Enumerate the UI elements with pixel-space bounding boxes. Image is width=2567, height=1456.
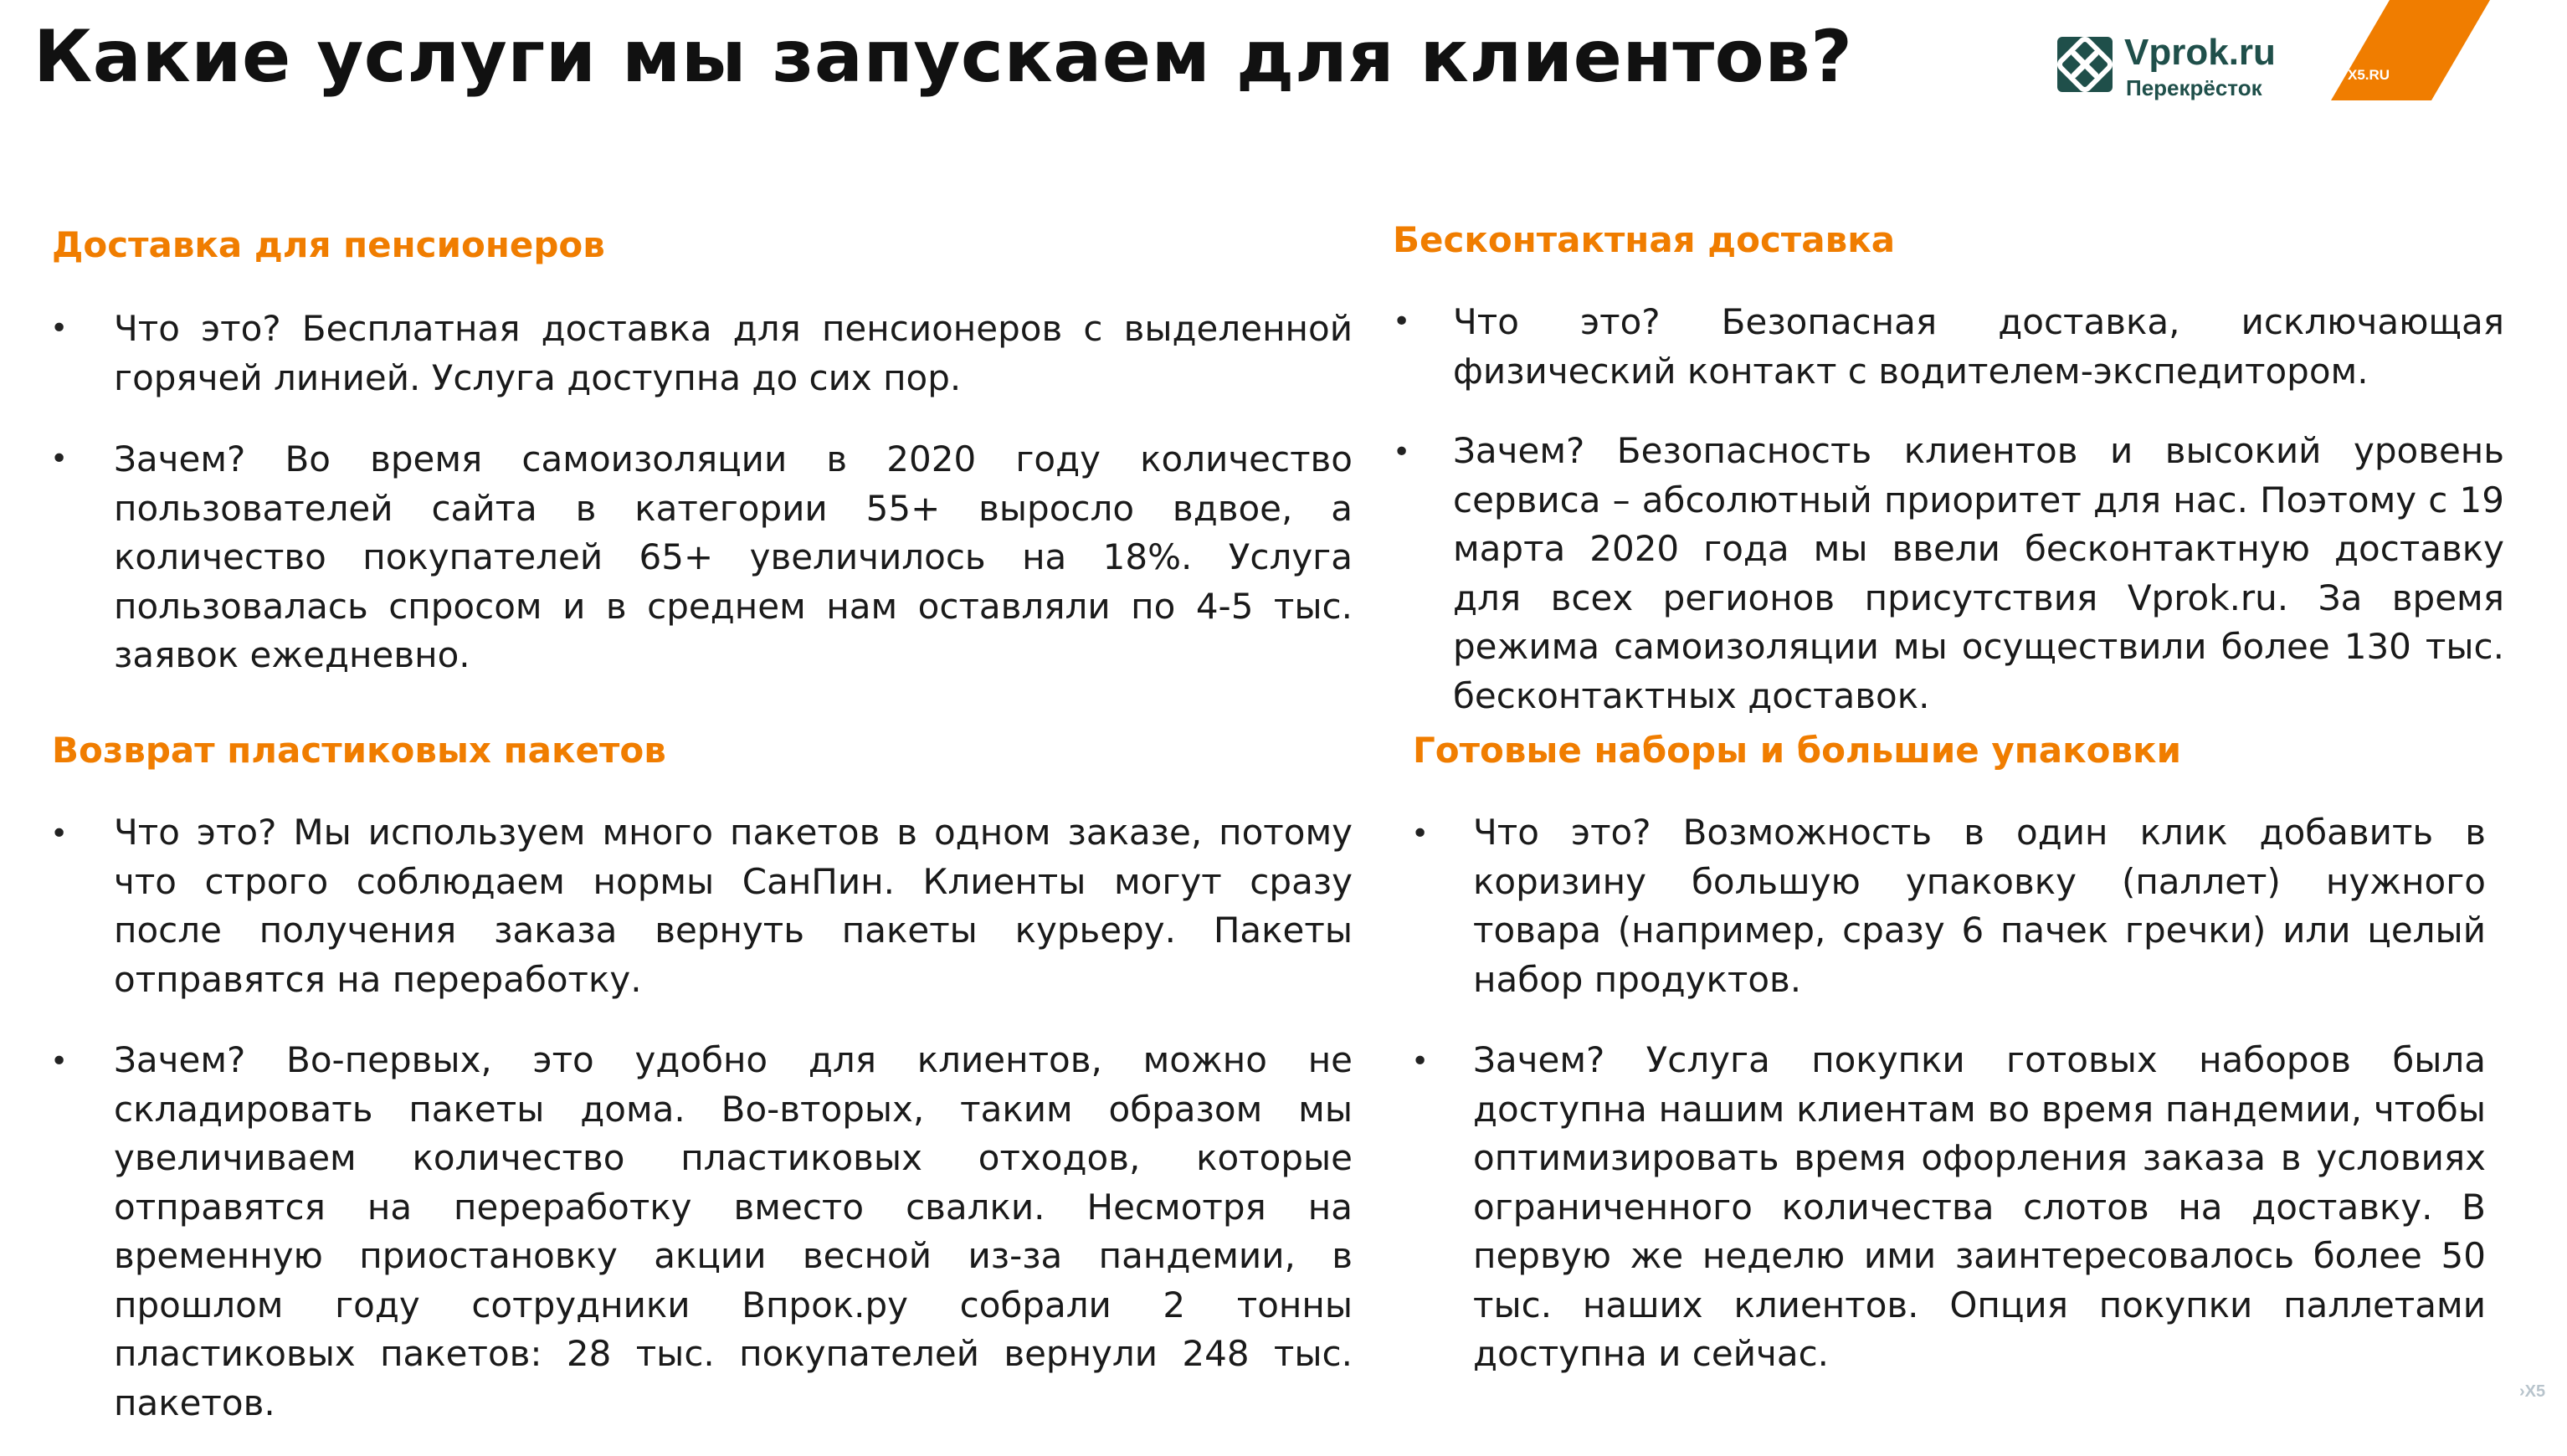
- vprok-logo-icon: [2057, 37, 2113, 92]
- bullet-text: Что это? Безопасная доставка, исключающая физический контакт с водителем-экспедитором.: [1453, 301, 2504, 392]
- bullet-dot-icon: •: [50, 311, 69, 346]
- bullet-text: Зачем? Услуга покупки готовых наборов была доступна нашим клиентам во время пандемии, чтобы оптимизировать время офорления заказа в условиях ограниченного количества слотов на доставку. В первую же неделю ими заинтересовалось более 50 тыс. наших клиентов. Опция покупки паллетами доступна и сейчас.: [1473, 1039, 2486, 1374]
- bullet-dot-icon: •: [1411, 1044, 1430, 1079]
- section-heading: Готовые наборы и большие упаковки: [1413, 730, 2181, 771]
- corner-label: X5.RU: [2348, 67, 2390, 83]
- slide-title: Какие услуги мы запускаем для клиентов?: [33, 15, 1853, 99]
- x5-footer-logo: ›X5: [2519, 1382, 2546, 1401]
- bullet-dot-icon: •: [1393, 305, 1411, 339]
- bullet-text: Что это? Мы используем много пакетов в одном заказе, потому что строго соблюдаем нормы СанПин. Клиенты могут сразу после получения заказа вернуть пакеты курьеру. Пакеты отправятся на переработку.: [114, 812, 1353, 1000]
- section-heading: Возврат пластиковых пакетов: [52, 730, 666, 771]
- corner-ribbon-icon: [2323, 0, 2490, 100]
- bullet-text: Зачем? Во-первых, это удобно для клиентов, можно не складировать пакеты дома. Во-вторых, таким образом мы увеличиваем количество пластиковых отходов, которые отправятся на переработку вместо свалки. Несмотря на временную приостановку акции весной из-за пандемии, в прошлом году сотрудники Впрок.ру собрали 2 тонны пластиковых пакетов: 28 тыс. покупателей вернули 248 тыс. пакетов.: [114, 1039, 1353, 1423]
- logo-subtitle: Перекрёсток: [2126, 75, 2262, 100]
- bullet-dot-icon: •: [50, 442, 69, 476]
- bullet-dot-icon: •: [50, 1044, 69, 1079]
- bullet-text: Что это? Бесплатная доставка для пенсионеров с выделенной горячей линией. Услуга доступна до сих пор.: [114, 308, 1353, 398]
- bullet-text: Зачем? Безопасность клиентов и высокий уровень сервиса – абсолютный приоритет для нас. Поэтому с 19 марта 2020 года мы ввели бесконтактную доставку для всех регионов присутствия Vprok.ru. За время режима самоизоляции мы осуществили более 130 тыс. бесконтактных доставок.: [1453, 430, 2504, 716]
- section-heading: Доставка для пенсионеров: [52, 224, 605, 265]
- vprok-logo: [2057, 32, 2325, 107]
- bullet-text: Что это? Возможность в один клик добавить в коризину большую упаковку (паллет) нужного товара (например, сразу 6 пачек гречки) или целый набор продуктов.: [1473, 812, 2486, 1000]
- section-heading: Бесконтактная доставка: [1393, 219, 1896, 260]
- logo-name: Vprok.ru: [2124, 32, 2276, 73]
- bullet-dot-icon: •: [1411, 817, 1430, 851]
- bullet-text: Зачем? Во время самоизоляции в 2020 году количество пользователей сайта в категории 55+ выросло вдвое, а количество покупателей 65+ увеличилось на 18%. Услуга пользовалась спросом и в среднем нам оставляли по 4-5 тыс. заявок ежедневно.: [114, 438, 1353, 675]
- bullet-dot-icon: •: [1393, 435, 1411, 469]
- bullet-dot-icon: •: [50, 817, 69, 851]
